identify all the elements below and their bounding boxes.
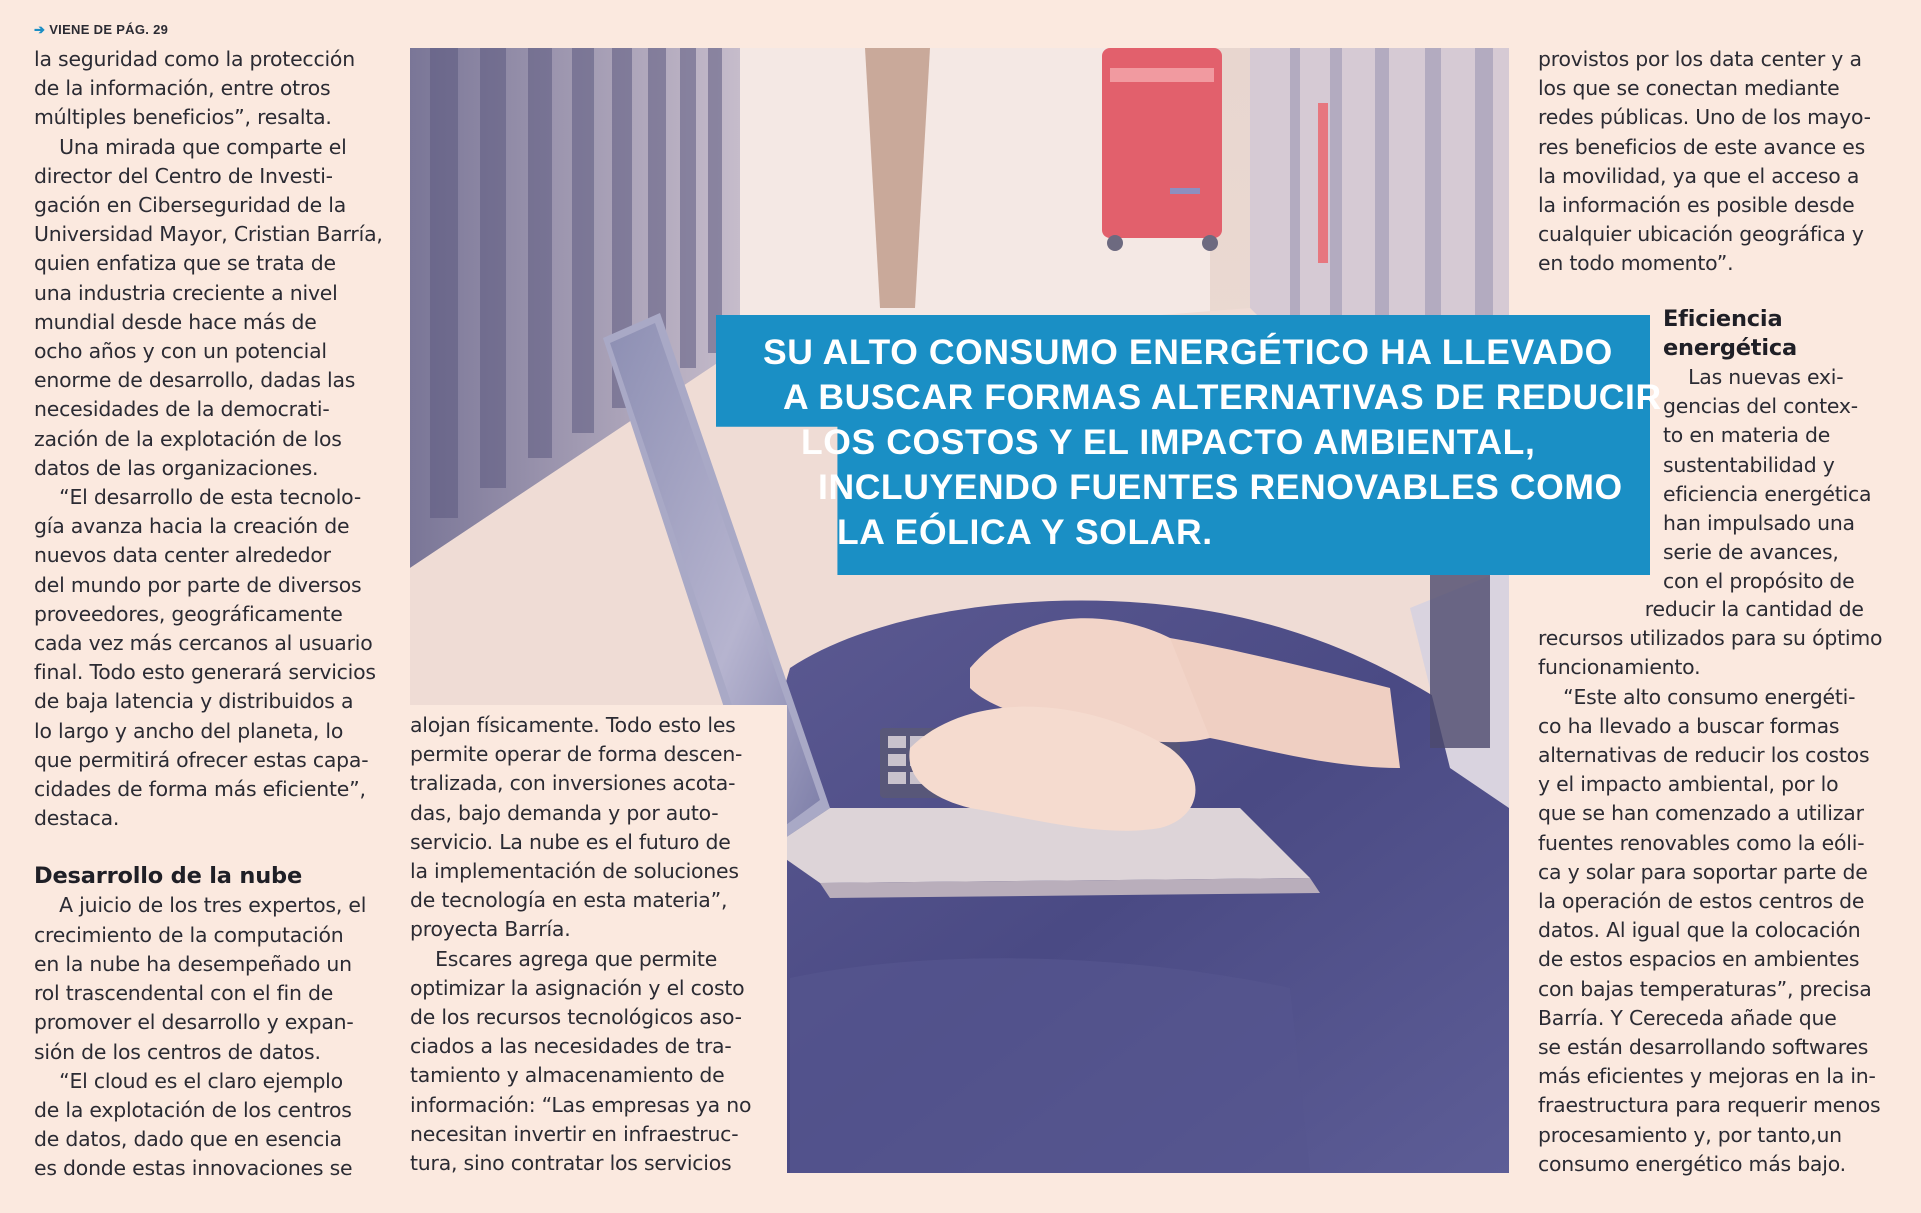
text-line: se están desarrollando softwares xyxy=(1538,1035,1869,1060)
text-line: múltiples beneficios”, resalta. xyxy=(34,105,332,130)
section-heading: Desarrollo de la nube xyxy=(34,863,303,890)
text-line: reducir la cantidad de xyxy=(1538,597,1864,621)
spacer xyxy=(34,833,384,862)
text-line: res beneficios de este avance es xyxy=(1538,134,1865,159)
text-line: Universidad Mayor, Cristian Barría, xyxy=(34,222,383,247)
text-line: de estos espacios en ambientes xyxy=(1538,947,1860,972)
column-1 xyxy=(34,45,384,1184)
text-line: gación en Ciberseguridad de la xyxy=(34,193,346,218)
text-line: permite operar de forma descen- xyxy=(410,742,743,767)
text-line: crecimiento de la computación xyxy=(34,922,344,947)
continued-from-kicker xyxy=(34,22,168,38)
text-line: de la información, entre otros xyxy=(34,76,331,101)
text-line: de datos, dado que en esencia xyxy=(34,1127,342,1152)
section-heading: energética xyxy=(1663,335,1797,361)
text-line: mundial desde hace más de xyxy=(34,309,317,334)
pullquote-line: A BUSCAR FORMAS ALTERNATIVAS DE REDUCIR xyxy=(783,377,1662,417)
text-line: destaca. xyxy=(34,806,120,831)
text-line: necesitan invertir en infraestruc- xyxy=(410,1121,739,1146)
text-line: de baja latencia y distribuidos a xyxy=(34,689,354,714)
text-line: de tecnología en esta materia”, xyxy=(410,888,728,913)
text-line: información: “Las empresas ya no xyxy=(410,1092,752,1117)
section-heading: Eficiencia xyxy=(1663,306,1783,332)
text-line: to en materia de xyxy=(1663,423,1831,448)
text-line: gencias del contex- xyxy=(1663,394,1858,419)
text-line: fuentes renovables como la eóli- xyxy=(1538,830,1865,855)
text-line: en la nube ha desempeñado un xyxy=(34,951,352,976)
text-line: Las nuevas exi- xyxy=(1663,365,1844,389)
text-line: la implementación de soluciones xyxy=(410,859,739,884)
text-line: das, bajo demanda y por auto- xyxy=(410,800,719,825)
pullquote-line: LOS COSTOS Y EL IMPACTO AMBIENTAL, xyxy=(801,422,1536,462)
text-line: co ha llevado a buscar formas xyxy=(1538,713,1840,738)
text-line: serie de avances, xyxy=(1663,540,1839,565)
text-line: la seguridad como la protección xyxy=(34,47,355,71)
text-line: del mundo por parte de diversos xyxy=(34,572,362,597)
text-line: optimizar la asignación y el costo xyxy=(410,975,745,1000)
text-line: en todo momento”. xyxy=(1538,251,1734,276)
text-line: ciados a las necesidades de tra- xyxy=(410,1034,732,1059)
text-line: con bajas temperaturas”, precisa xyxy=(1538,976,1872,1001)
text-line: alojan físicamente. Todo esto les xyxy=(410,713,736,737)
text-line: proveedores, geográficamente xyxy=(34,601,343,626)
text-line: director del Centro de Investi- xyxy=(34,163,333,188)
text-line: “El desarrollo de esta tecnolo- xyxy=(34,485,361,510)
text-line: tamiento y almacenamiento de xyxy=(410,1063,725,1088)
text-line: cada vez más cercanos al usuario xyxy=(34,631,373,656)
text-line: procesamiento y, por tanto,un xyxy=(1538,1122,1842,1147)
text-line: tralizada, con inversiones acota- xyxy=(410,771,736,796)
text-line: cualquier ubicación geográfica y xyxy=(1538,222,1864,247)
text-line: proyecta Barría. xyxy=(410,917,571,942)
text-line: y el impacto ambiental, por lo xyxy=(1538,772,1839,797)
text-line: datos. Al igual que la colocación xyxy=(1538,918,1861,943)
text-line: “El cloud es el claro ejemplo xyxy=(34,1068,343,1093)
text-line: de la explotación de los centros xyxy=(34,1097,352,1122)
kicker-text: VIENE DE PÁG. 29 xyxy=(49,22,169,37)
column-3-narrow xyxy=(1663,305,1913,597)
text-line: “Este alto consumo energéti- xyxy=(1538,684,1856,709)
text-line: Una mirada que comparte el xyxy=(34,134,347,159)
text-line: rol trascendental con el fin de xyxy=(34,981,334,1006)
text-line: quien enfatiza que se trata de xyxy=(34,251,336,276)
text-line: que permitirá ofrecer estas capa- xyxy=(34,747,369,772)
text-line: recursos utilizados para su óptimo xyxy=(1538,626,1883,651)
text-line: sión de los centros de datos. xyxy=(34,1039,321,1064)
text-line: tura, sino contratar los servicios xyxy=(410,1151,732,1176)
text-line: que se han comenzado a utilizar xyxy=(1538,801,1864,826)
text-line: fraestructura para requerir menos xyxy=(1538,1093,1881,1118)
text-line: final. Todo esto generará servicios xyxy=(34,660,376,685)
text-line: nuevos data center alrededor xyxy=(34,543,331,568)
text-line: lo largo y ancho del planeta, lo xyxy=(34,718,344,743)
text-line: gía avanza hacia la creación de xyxy=(34,514,350,539)
text-line: Escares agrega que permite xyxy=(410,946,718,971)
text-line: ca y solar para soportar parte de xyxy=(1538,859,1868,884)
pullquote xyxy=(716,315,1662,575)
text-line: una industria creciente a nivel xyxy=(34,280,338,305)
text-line: alternativas de reducir los costos xyxy=(1538,743,1870,768)
text-line: Barría. Y Cereceda añade que xyxy=(1538,1005,1837,1030)
text-line: provistos por los data center y a xyxy=(1538,47,1862,71)
column-2 xyxy=(410,711,782,1178)
pullquote-line: LA EÓLICA Y SOLAR. xyxy=(837,512,1213,552)
text-line: con el propósito de xyxy=(1663,569,1855,594)
text-line: la movilidad, ya que el acceso a xyxy=(1538,163,1860,188)
text-line: servicio. La nube es el futuro de xyxy=(410,829,731,854)
text-line: A juicio de los tres expertos, el xyxy=(34,893,367,918)
text-line: necesidades de la democrati- xyxy=(34,397,330,422)
column-3-top xyxy=(1538,45,1908,279)
text-line: es donde estas innovaciones se xyxy=(34,1156,353,1181)
text-line: los que se conectan mediante xyxy=(1538,76,1840,101)
arrow-right-icon: ➔ xyxy=(34,22,46,37)
text-line: ocho años y con un potencial xyxy=(34,339,327,364)
text-line: eficiencia energética xyxy=(1663,481,1872,506)
text-line: promover el desarrollo y expan- xyxy=(34,1010,354,1035)
pullquote-line: INCLUYENDO FUENTES RENOVABLES COMO xyxy=(818,467,1623,507)
text-line: zación de la explotación de los xyxy=(34,426,342,451)
text-line: consumo energético más bajo. xyxy=(1538,1151,1846,1176)
text-line: redes públicas. Uno de los mayo- xyxy=(1538,105,1871,130)
text-line: funcionamiento. xyxy=(1538,655,1701,680)
pullquote-line: SU ALTO CONSUMO ENERGÉTICO HA LLEVADO xyxy=(763,332,1613,372)
text-line: de los recursos tecnológicos aso- xyxy=(410,1005,742,1030)
column-3-bottom xyxy=(1538,595,1908,1179)
text-line: la información es posible desde xyxy=(1538,193,1855,218)
text-line: cidades de forma más eficiente”, xyxy=(34,777,366,802)
text-line: han impulsado una xyxy=(1663,511,1855,536)
text-line: datos de las organizaciones. xyxy=(34,455,319,480)
text-line: la operación de estos centros de xyxy=(1538,889,1865,914)
text-line: más eficientes y mejoras en la in- xyxy=(1538,1064,1876,1089)
text-line: sustentabilidad y xyxy=(1663,452,1835,477)
text-line: enorme de desarrollo, dadas las xyxy=(34,368,356,393)
